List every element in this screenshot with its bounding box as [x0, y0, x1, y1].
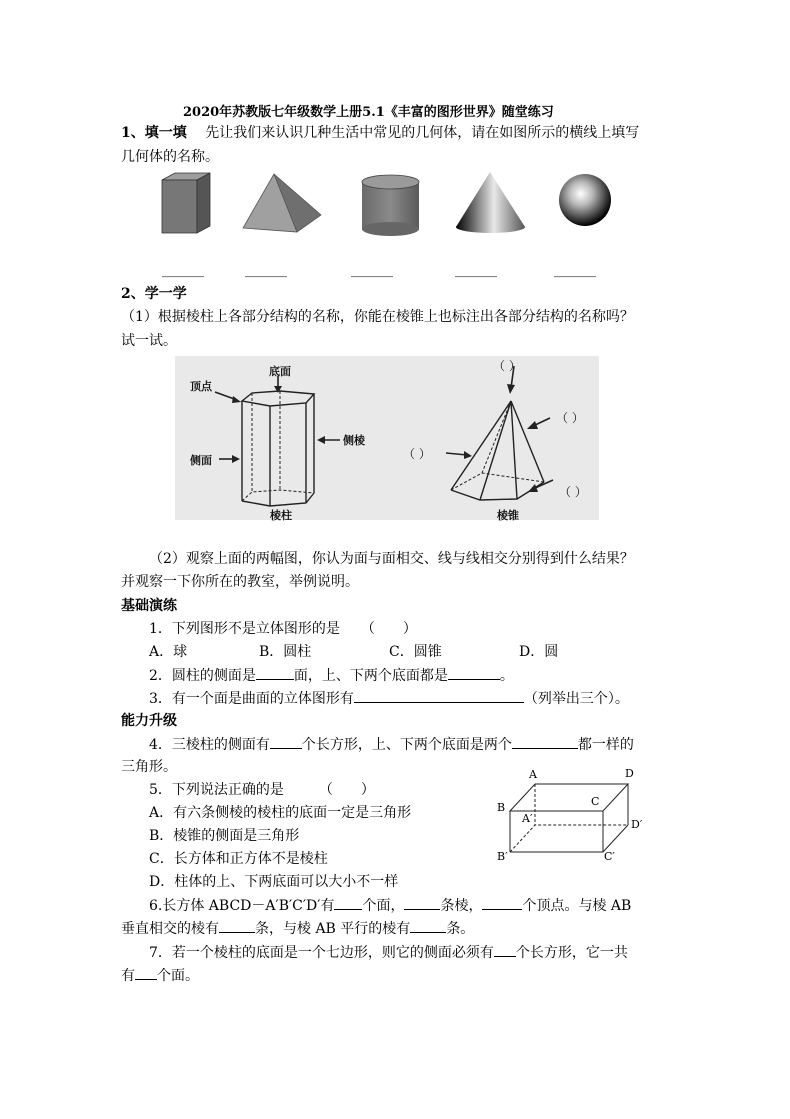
basic-q2 — [149, 665, 514, 686]
advanced-q4-blank-1[interactable] — [270, 734, 302, 749]
pyramid-diagram — [446, 366, 553, 500]
advanced-q7-line2-text-a: 有 — [121, 968, 135, 984]
cube-icon — [162, 173, 210, 233]
cylinder-icon — [362, 175, 419, 236]
shape-blank[interactable]: ______ — [245, 262, 287, 278]
advanced-q6-line2-text-a: 垂直相交的棱有 — [121, 921, 219, 937]
advanced-q6 — [149, 895, 631, 916]
cone-icon — [456, 172, 525, 233]
advanced-q4 — [149, 734, 634, 755]
section1-heading: 1、填一填 — [121, 125, 187, 141]
advanced-q5-option-d[interactable]: D．柱体的上、下两底面可以大小不一样 — [149, 874, 399, 890]
pyramid-blank-base[interactable]: （ ） — [559, 485, 587, 499]
shapes-row — [150, 170, 620, 240]
option-d[interactable]: D．圆 — [519, 644, 559, 660]
basic-q3 — [149, 688, 629, 709]
advanced-q4-text-c: 都一样的 — [577, 737, 634, 753]
basic-q2-text-b: 面，上、下两个底面都是 — [293, 668, 448, 684]
pyramid-blank-apex[interactable]: （ ） — [493, 359, 521, 373]
section2-heading: 2、学一学 — [121, 286, 187, 302]
advanced-q6-line2-text-b: 条，与棱 AB 平行的棱有 — [255, 921, 411, 937]
pyramid-blank-edge[interactable]: （ ） — [556, 411, 584, 425]
cuboid-label-a1: A′ — [522, 812, 533, 825]
cuboid-label-b1: B′ — [497, 850, 508, 863]
advanced-q7-blank-1[interactable] — [494, 942, 516, 957]
cuboid-label-c: C — [591, 795, 600, 808]
option-b[interactable]: B．圆柱 — [259, 644, 312, 660]
advanced-q4-blank-2[interactable] — [512, 734, 578, 749]
advanced-q5-option-a[interactable]: A．有六条侧棱的棱柱的底面一定是三角形 — [149, 805, 412, 821]
shape-blank[interactable]: ______ — [554, 262, 596, 278]
advanced-q5-option-c[interactable]: C．长方体和正方体不是棱柱 — [149, 851, 328, 867]
basic-heading: 基础演练 — [121, 598, 177, 614]
advanced-q7-line2-text-b: 个面。 — [157, 968, 199, 984]
advanced-q6-text-c: 条棱， — [440, 898, 483, 914]
advanced-q6-blank-1[interactable] — [334, 895, 362, 910]
cuboid-label-b: B — [497, 801, 506, 814]
advanced-q7-text-a: 7．若一个棱柱的底面是一个七边形，则它的侧面必须有 — [149, 945, 494, 961]
shape-blank[interactable]: ______ — [351, 262, 393, 278]
advanced-q6-text-d: 个顶点。与棱 AB — [522, 898, 632, 914]
pyramid-caption: 棱锥 — [497, 509, 519, 522]
advanced-q6-line2-text-c: 条。 — [446, 921, 475, 937]
shape-blank[interactable]: ______ — [162, 262, 204, 278]
basic-q3-blank[interactable] — [354, 688, 524, 703]
section2-q1-line2: 试一试。 — [121, 333, 177, 349]
basic-q2-blank-1[interactable] — [256, 665, 294, 680]
prism-caption: 棱柱 — [270, 509, 292, 522]
prism-pyramid-figure — [175, 356, 599, 520]
cuboid-label-a: A — [529, 768, 537, 781]
label-lateral-edge: 侧棱 — [343, 434, 365, 447]
advanced-q6-blank-2[interactable] — [404, 895, 440, 910]
basic-q3-text-b: （列举出三个）。 — [523, 691, 629, 707]
advanced-q5-option-b[interactable]: B．棱锥的侧面是三角形 — [149, 828, 300, 844]
shape-blank[interactable]: ______ — [455, 262, 497, 278]
advanced-q7 — [149, 942, 628, 963]
advanced-q6-text-b: 个面， — [362, 898, 405, 914]
cuboid-label-d1: D′ — [631, 818, 643, 831]
advanced-q4-text-a: 4．三棱柱的侧面有 — [149, 737, 270, 753]
advanced-q6-blank-5[interactable] — [410, 918, 446, 933]
label-vertex: 顶点 — [190, 380, 212, 393]
sphere-icon — [559, 174, 611, 226]
advanced-q7-line2 — [121, 965, 199, 986]
advanced-q6-blank-3[interactable] — [482, 895, 522, 910]
option-a[interactable]: A．球 — [149, 644, 188, 660]
section2-q2-line2: 并观察一下你所在的教室，举例说明。 — [121, 574, 359, 590]
option-c[interactable]: C．圆锥 — [389, 644, 442, 660]
cuboid-label-c1: C′ — [604, 850, 615, 863]
advanced-q7-blank-2[interactable] — [135, 965, 157, 980]
advanced-q4-line2: 三角形。 — [121, 759, 177, 775]
advanced-q6-blank-4[interactable] — [219, 918, 255, 933]
advanced-q6-line2 — [121, 918, 474, 939]
section2-q1-line1: （1）根据棱柱上各部分结构的名称，你能在棱锥上也标注出各部分结构的名称吗？ — [121, 309, 634, 325]
advanced-q7-text-b: 个长方形，它一共 — [515, 945, 628, 961]
pyramid-icon — [243, 174, 321, 232]
basic-q2-text-c: 。 — [499, 668, 514, 684]
section2-q2-line1: （2）观察上面的两幅图，你认为面与面相交、线与线相交分别得到什么结果？ — [149, 551, 634, 567]
cuboid-label-d: D — [625, 767, 634, 780]
section1-text: 先让我们来认识几种生活中常见的几何体，请在如图所示的横线上填写 — [205, 125, 640, 141]
cuboid-diagram — [493, 765, 653, 870]
page-title: 2020年苏教版七年级数学上册5.1《丰富的图形世界》随堂练习 — [183, 105, 554, 120]
pyramid-blank-face[interactable]: （ ） — [403, 447, 431, 461]
basic-q3-text-a: 3．有一个面是曲面的立体图形有 — [149, 691, 354, 707]
basic-q2-blank-2[interactable] — [448, 665, 500, 680]
prism-diagram — [215, 376, 340, 506]
section1-line1 — [121, 123, 639, 143]
section1-line2: 几何体的名称。 — [121, 149, 219, 165]
advanced-q5: 5．下列说法正确的是 （ ） — [149, 782, 375, 798]
advanced-q4-text-b: 个长方形，上、下两个底面是两个 — [301, 737, 512, 753]
basic-q2-text-a: 2．圆柱的侧面是 — [149, 668, 256, 684]
basic-q1: 1．下列图形不是立体图形的是 （ ） — [149, 621, 417, 637]
advanced-heading: 能力升级 — [121, 713, 177, 729]
label-lateral-face: 侧面 — [190, 454, 212, 467]
label-top-face: 底面 — [269, 365, 291, 378]
advanced-q6-text-a: 6.长方体 ABCD－A′B′C′D′有 — [149, 898, 335, 914]
